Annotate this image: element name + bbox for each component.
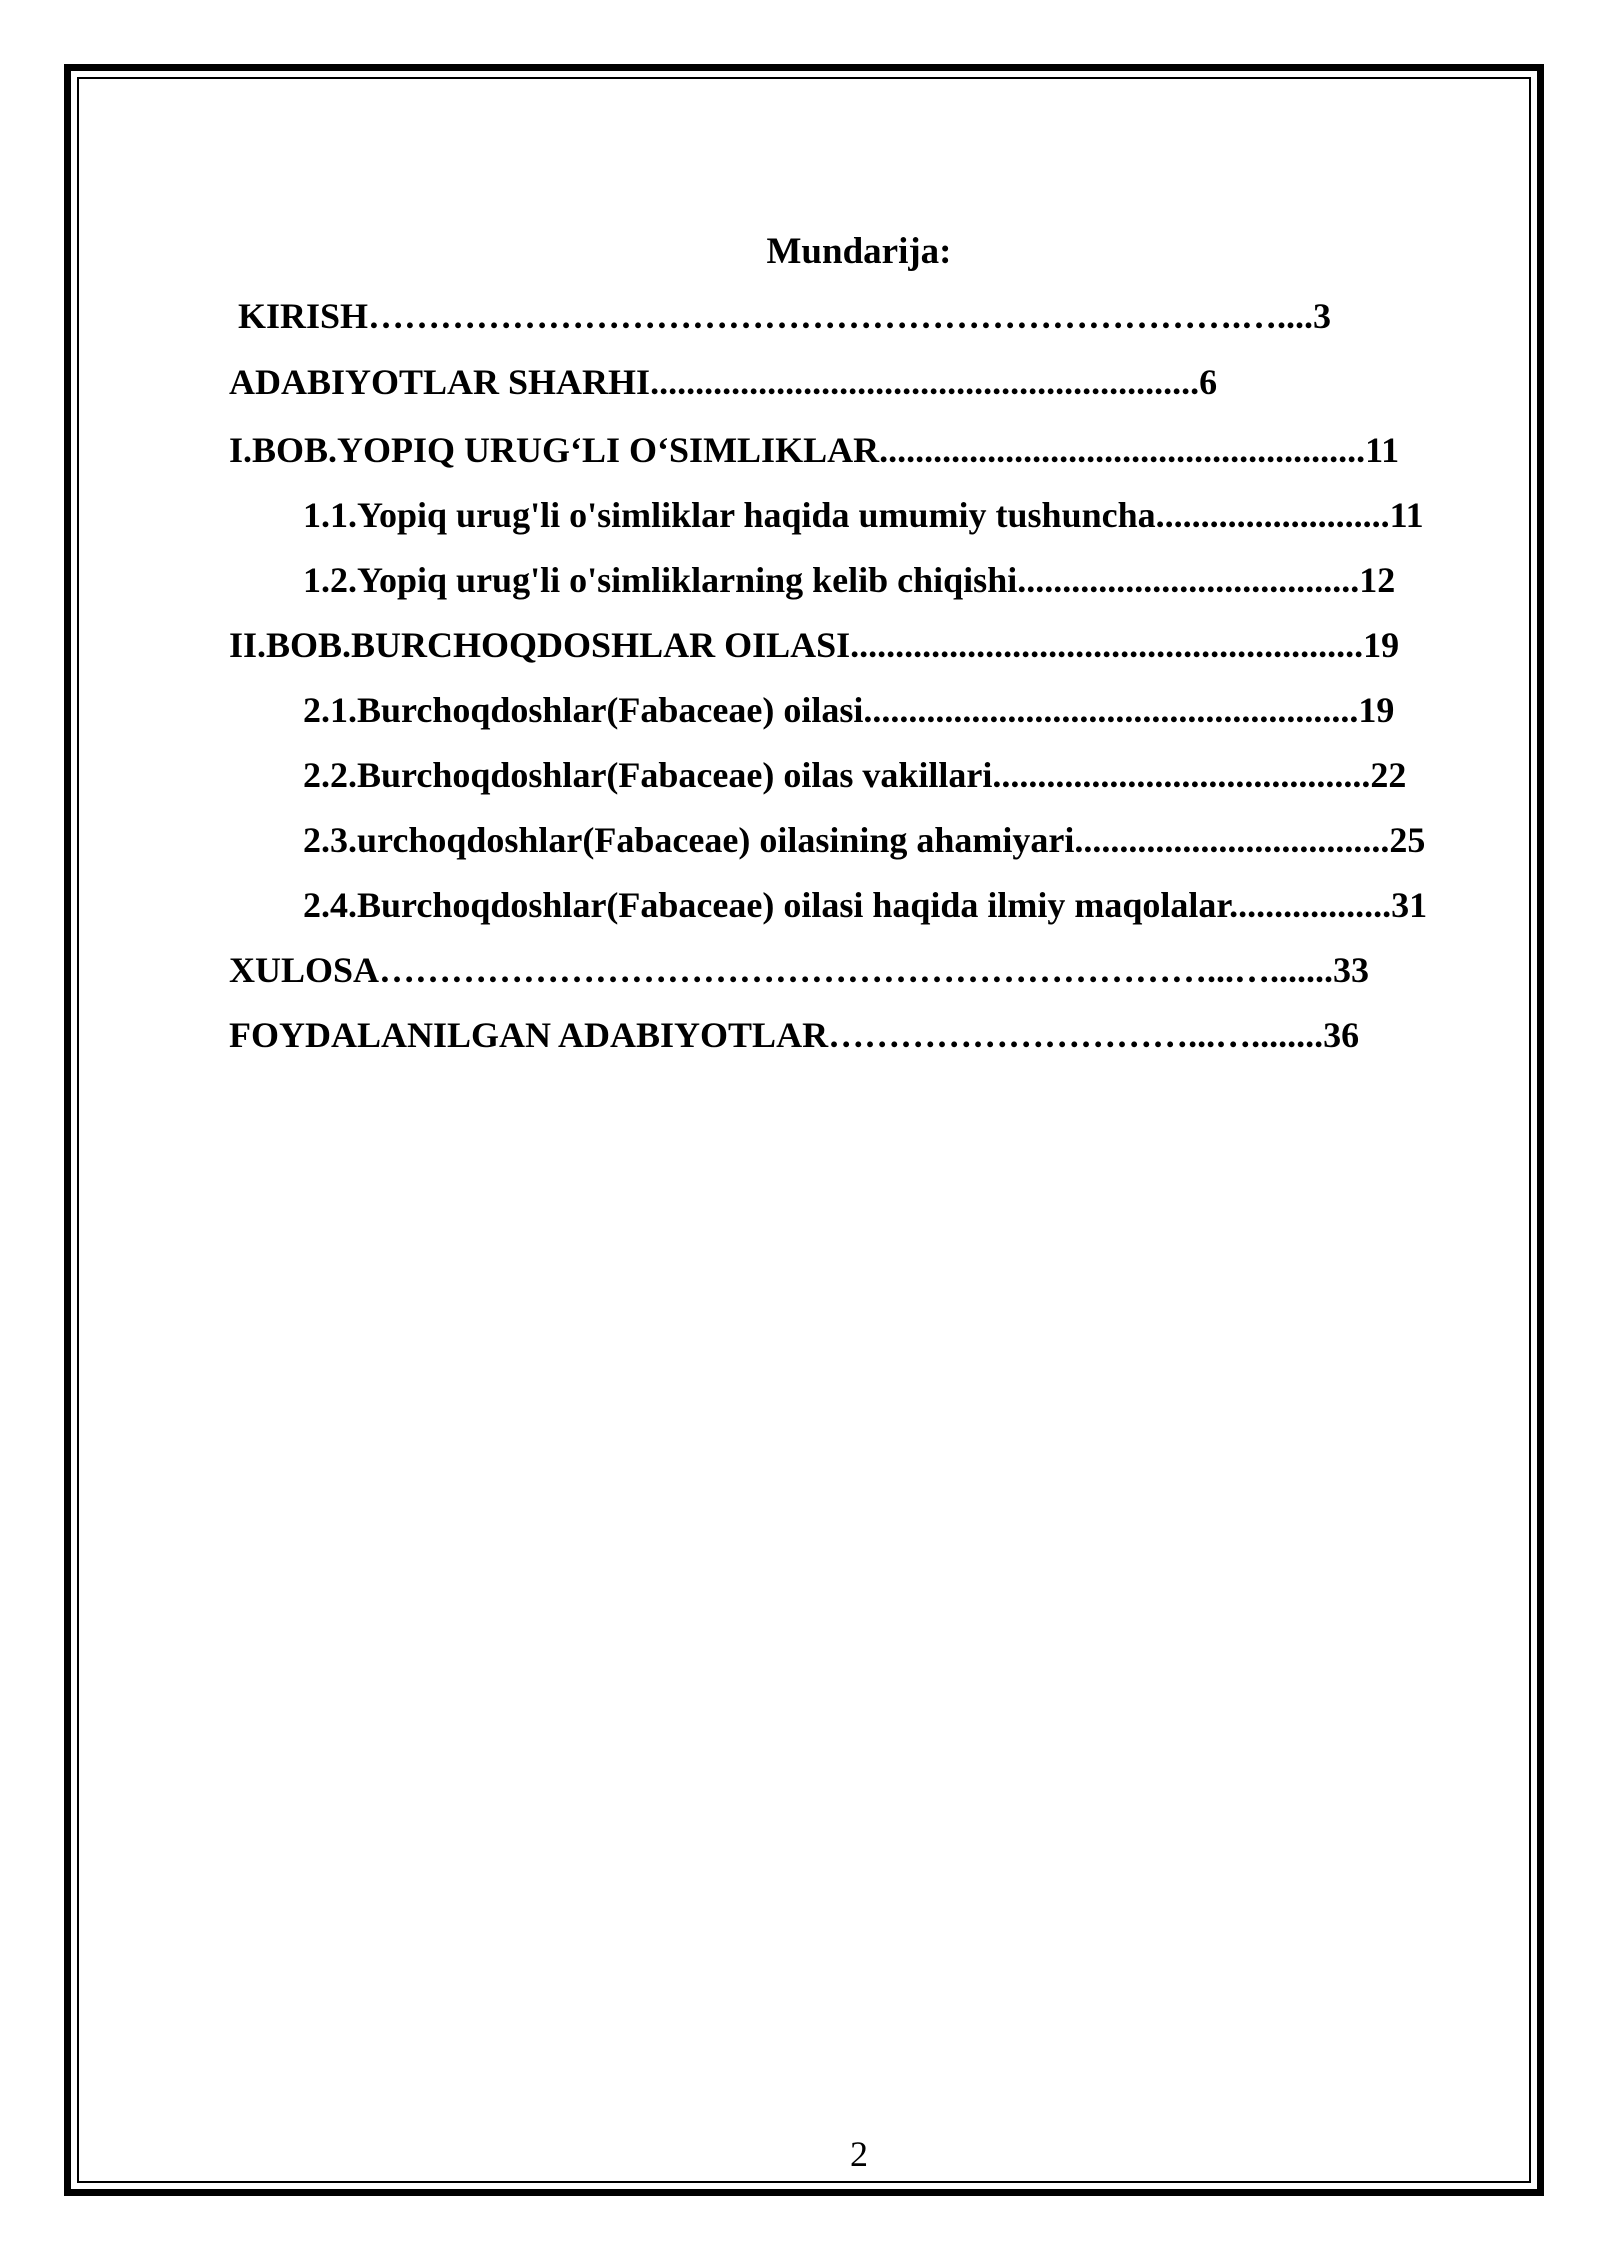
toc-entry-foydalanilgan-adabiyotlar: FOYDALANILGAN ADABIYOTLAR…………………………...…........36: [229, 1015, 1360, 1055]
toc-entry-chapter-1: I.BOB.YOPIQ URUG‘LI O‘SIMLIKLAR......................................................11: [229, 430, 1400, 470]
toc-entry-section-2-3: 2.3.urchoqdoshlar(Fabaceae) oilasining ahamiyari...................................25: [303, 820, 1426, 860]
page-number: 2: [850, 2134, 868, 2174]
toc-entry-xulosa: XULOSA……………………………………………………………...….......33: [229, 950, 1370, 990]
toc-title: Mundarija:: [766, 231, 952, 272]
toc-entry-section-1-1: 1.1.Yopiq urug'li o'simliklar haqida umumiy tushuncha..........................11: [303, 495, 1424, 535]
toc-entry-section-1-2: 1.2.Yopiq urug'li o'simliklarning kelib chiqishi......................................12: [303, 560, 1396, 600]
toc-entry-kirish: KIRISH……………………………………………………………….…....3: [238, 296, 1332, 336]
toc-entry-adabiyotlar-sharhi: ADABIYOTLAR SHARHI.............................................................6: [229, 362, 1218, 402]
toc-entry-section-2-4: 2.4.Burchoqdoshlar(Fabaceae) oilasi haqida ilmiy maqolalar..................31: [303, 885, 1428, 925]
toc-entry-chapter-2: II.BOB.BURCHOQDOSHLAR OILASI.........................................................19: [229, 625, 1400, 665]
toc-entry-section-2-1: 2.1.Burchoqdoshlar(Fabaceae) oilasi.......................................................19: [303, 690, 1395, 730]
toc-entry-section-2-2: 2.2.Burchoqdoshlar(Fabaceae) oilas vakillari..........................................22: [303, 755, 1407, 795]
